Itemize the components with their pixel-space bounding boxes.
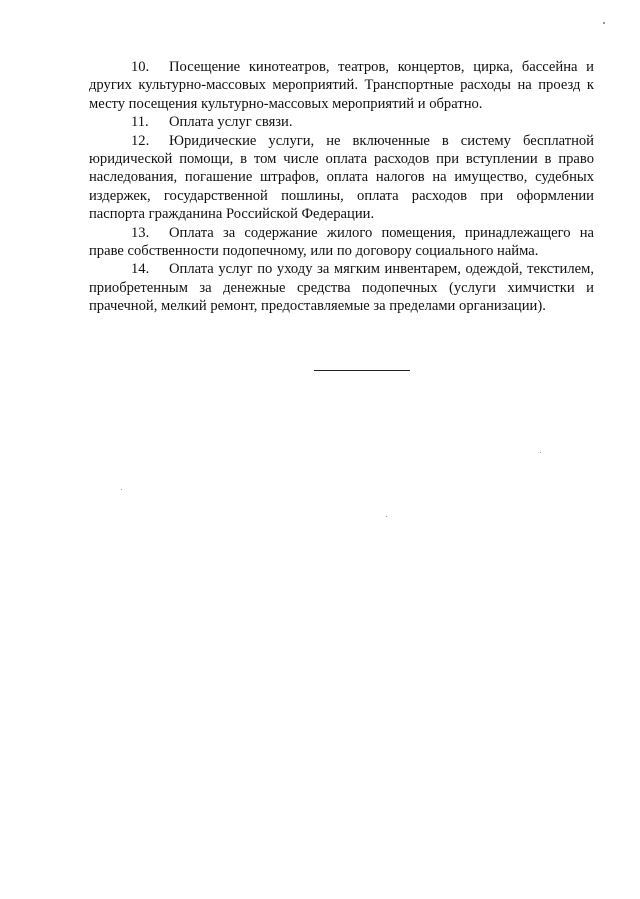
item-number: 10.: [131, 59, 150, 75]
list-item-14: [89, 260, 594, 315]
item-text: Оплата услуг по уходу за мягким инвентарем, одеждой, текстилем, приобретенным за денежные средства подопечных (услуги химчистки и прачечной, мелкий ремонт, предоставляемые за пределами организации).: [89, 261, 594, 315]
item-number: 14.: [131, 261, 150, 278]
end-separator-line: [314, 370, 410, 371]
list-item-12: [89, 132, 594, 224]
item-text: Посещение кинотеатров, театров, концертов, цирка, бассейна и других культурно-массовых мероприятий. Транспортные расходы на проезд к месту посещения культурно-массовых мероприятий и обратно.: [89, 59, 594, 112]
document-body: [89, 58, 594, 316]
item-number: 11.: [131, 114, 149, 131]
scan-speck: [386, 516, 387, 517]
list-item-10: [89, 58, 594, 113]
scan-speck: [603, 22, 605, 24]
scan-speck: [121, 489, 122, 490]
item-text: Юридические услуги, не включенные в систему бесплатной юридической помощи, в том числе оплата расходов при вступлении в право наследования, погашение штрафов, оплата налогов на имущество, судебных издержек, государственной пошлины, оплата расходов при оформлении паспорта гражданина Российской Федерации.: [89, 132, 594, 223]
list-item-13: [89, 224, 594, 261]
item-number: 12.: [131, 132, 150, 149]
list-item-11: [89, 113, 594, 131]
item-text: Оплата услуг связи.: [169, 114, 293, 131]
item-number: 13.: [131, 224, 150, 241]
item-text: Оплата за содержание жилого помещения, принадлежащего на праве собственности подопечному, или по договору социального найма.: [89, 224, 594, 260]
scan-speck: [540, 452, 541, 453]
